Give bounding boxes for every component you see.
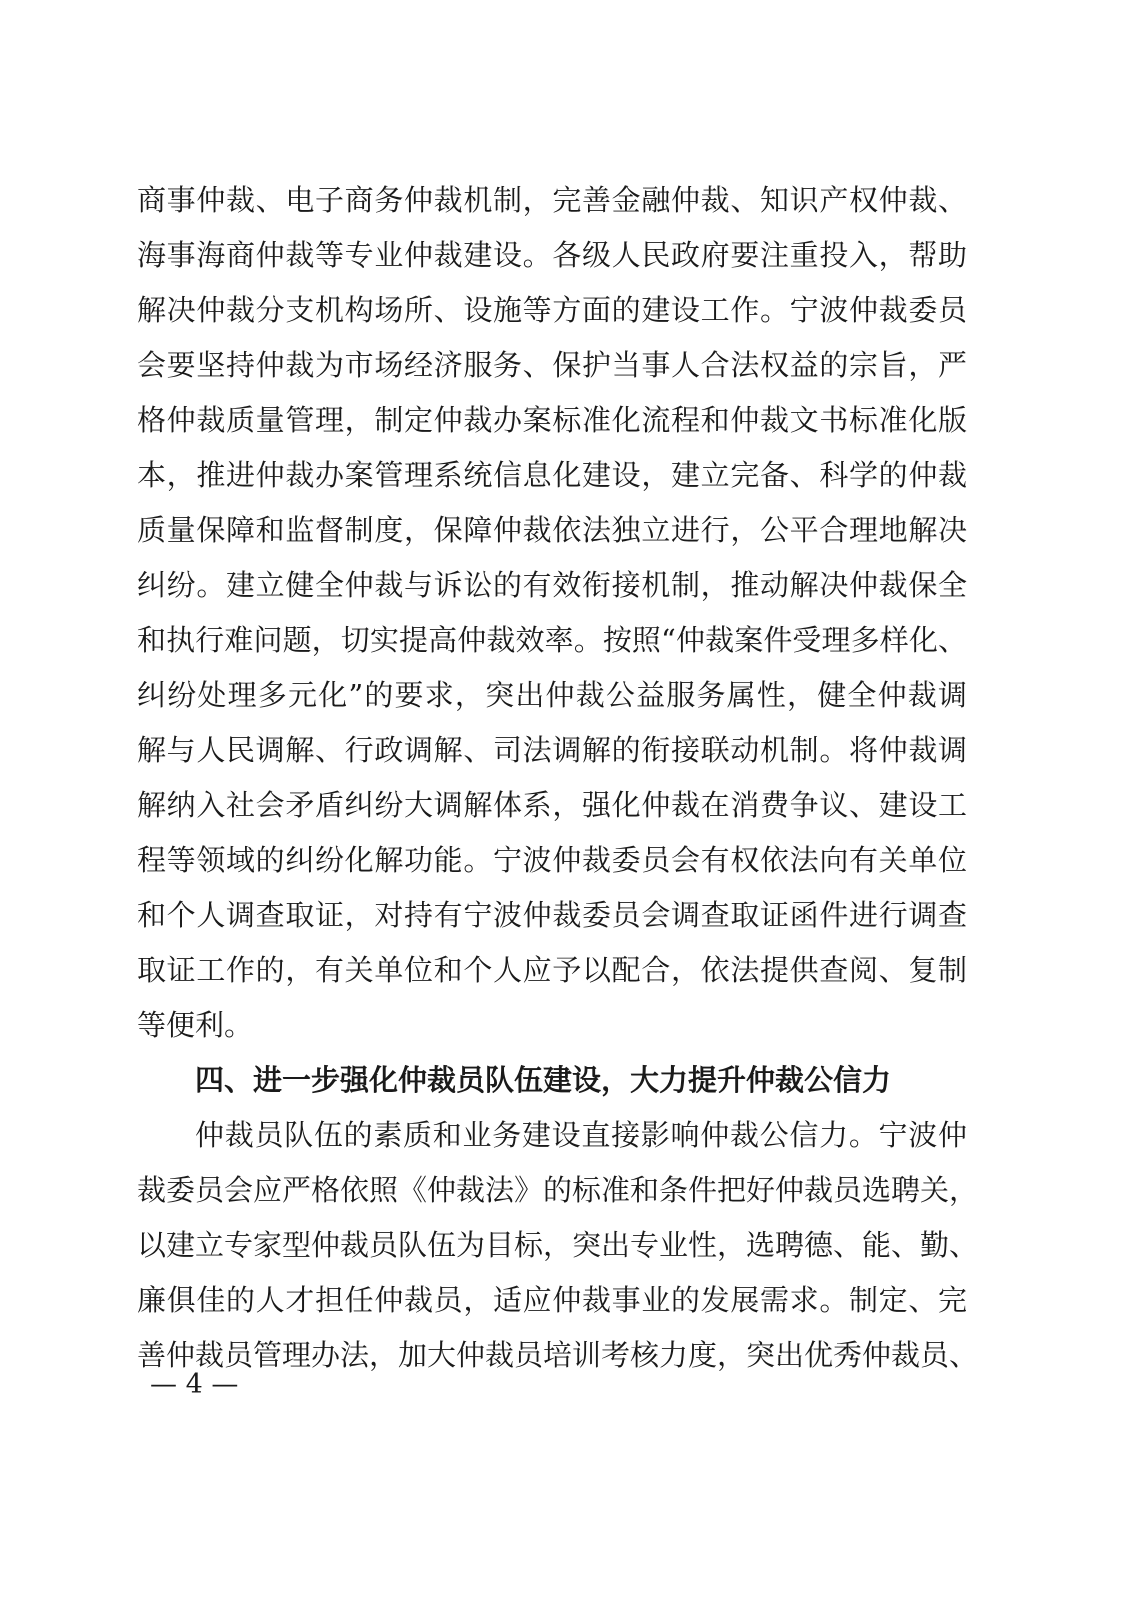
text-line: 裁委员会应严格依照《仲裁法》的标准和条件把好仲裁员选聘关， [137,1173,979,1207]
text-line: 仲裁员队伍的素质和业务建设直接影响仲裁公信力。宁波仲 [195,1118,967,1152]
text-line: 会要坚持仲裁为市场经济服务、保护当事人合法权益的宗旨，严 [137,348,967,382]
text-line: 纠纷。建立健全仲裁与诉讼的有效衔接机制，推动解决仲裁保全 [137,568,967,602]
text-line: 解纳入社会矛盾纠纷大调解体系，强化仲裁在消费争议、建设工 [137,788,967,822]
text-line: 等便利。 [137,1008,254,1042]
section-heading: 四、进一步强化仲裁员队伍建设，大力提升仲裁公信力 [195,1063,892,1097]
text-line: 商事仲裁、电子商务仲裁机制，完善金融仲裁、知识产权仲裁、 [137,183,967,217]
text-line: 解与人民调解、行政调解、司法调解的衔接联动机制。将仲裁调 [137,733,967,767]
text-line: 解决仲裁分支机构场所、设施等方面的建设工作。宁波仲裁委员 [137,293,967,327]
text-line: 廉俱佳的人才担任仲裁员，适应仲裁事业的发展需求。制定、完 [137,1283,967,1317]
text-line: 纠纷处理多元化”的要求，突出仲裁公益服务属性，健全仲裁调 [137,678,967,712]
text-line: 本，推进仲裁办案管理系统信息化建设，建立完备、科学的仲裁 [137,458,967,492]
text-line: 海事海商仲裁等专业仲裁建设。各级人民政府要注重投入，帮助 [137,238,967,272]
body-text [137,173,979,1383]
text-line: 和个人调查取证，对持有宁波仲裁委员会调查取证函件进行调查 [137,898,967,932]
text-line: 程等领域的纠纷化解功能。宁波仲裁委员会有权依法向有关单位 [137,843,967,877]
text-line: 善仲裁员管理办法，加大仲裁员培训考核力度，突出优秀仲裁员、 [137,1338,979,1372]
text-line: 取证工作的，有关单位和个人应予以配合，依法提供查阅、复制 [137,953,967,987]
text-line: 格仲裁质量管理，制定仲裁办案标准化流程和仲裁文书标准化版 [137,403,967,437]
text-line: 以建立专家型仲裁员队伍为目标，突出专业性，选聘德、能、勤、 [137,1228,979,1262]
text-line: 质量保障和监督制度，保障仲裁依法独立进行，公平合理地解决 [137,513,967,547]
page-number: — 4 — [150,1369,239,1400]
text-line: 和执行难问题，切实提高仲裁效率。按照“仲裁案件受理多样化、 [137,623,967,657]
